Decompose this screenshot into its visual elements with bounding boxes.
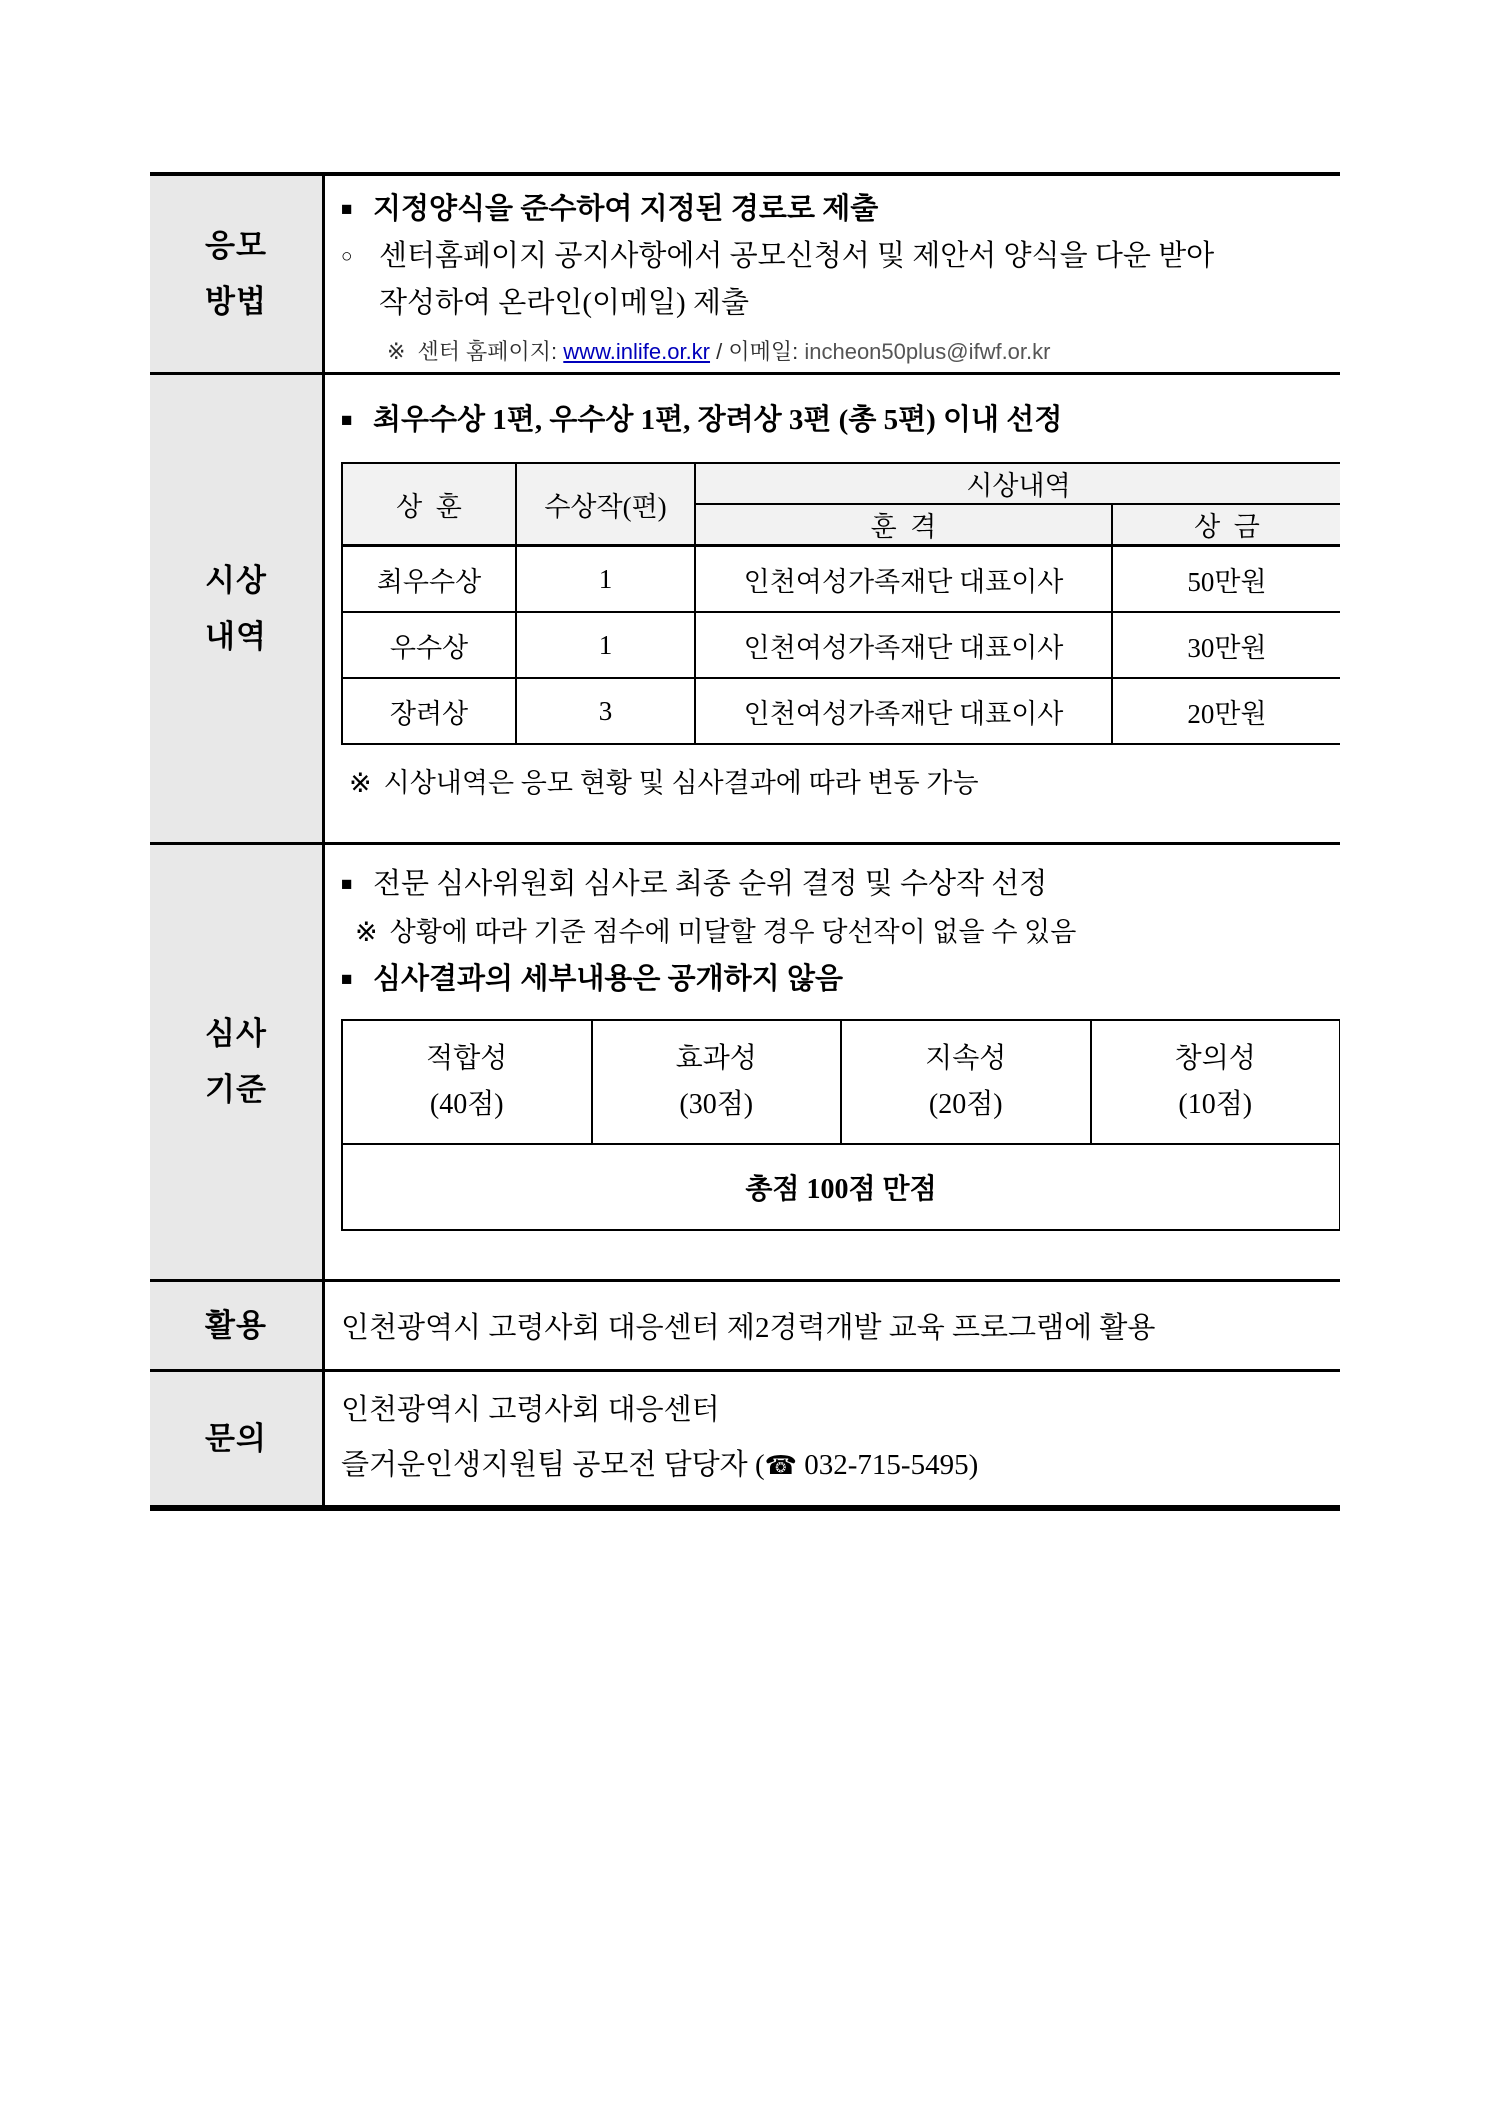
- section-usage-label: [150, 1282, 325, 1369]
- award-col-grade: 훈 격: [695, 504, 1112, 546]
- info-table: [150, 172, 1340, 1511]
- section-awards-label: [150, 375, 325, 842]
- reference-mark-icon: ※: [355, 917, 378, 947]
- section-apply-content: [325, 176, 1340, 372]
- contact-person-text: 즐거운인생지원팀 공모전 담당자 (: [341, 1449, 765, 1481]
- section-usage: [150, 1282, 1340, 1372]
- award-count: 3: [516, 678, 695, 744]
- criteria-score: (30점): [679, 1089, 754, 1120]
- table-row: [342, 612, 1340, 678]
- section-contact: [150, 1372, 1340, 1505]
- table-row: [342, 1020, 1340, 1144]
- award-rank: 우수상: [342, 612, 516, 678]
- award-prize: 20만원: [1112, 678, 1340, 744]
- square-bullet-icon: ■: [341, 410, 353, 431]
- criteria-total: 총점 100점 만점: [342, 1144, 1340, 1230]
- label-line: 내역: [205, 618, 267, 654]
- section-apply-label: [150, 176, 325, 372]
- table-row: [342, 1144, 1340, 1230]
- criteria-bullet2-text: 심사결과의 세부내용은 공개하지 않음: [373, 963, 843, 995]
- label-line: 시상: [205, 562, 267, 598]
- section-contact-label: [150, 1372, 325, 1505]
- criteria-bullet1: [341, 861, 1326, 908]
- criteria-name: 지속성: [925, 1043, 1007, 1074]
- criteria-note-text: 상황에 따라 기준 점수에 미달할 경우 당선작이 없을 수 있음: [389, 917, 1077, 947]
- criteria-name: 적합성: [426, 1043, 508, 1074]
- award-prize: 30만원: [1112, 612, 1340, 678]
- criteria-name: 효과성: [675, 1043, 757, 1074]
- criteria-bullet2: [341, 956, 1326, 1003]
- award-table: [341, 462, 1340, 745]
- award-col-rank: 상 훈: [342, 463, 516, 546]
- criteria-note: [341, 908, 1326, 956]
- award-prize: 50만원: [1112, 546, 1340, 613]
- criteria-cell: [841, 1020, 1091, 1144]
- label-line: 응모: [205, 228, 267, 263]
- criteria-cell: [1091, 1020, 1341, 1144]
- usage-text: 인천광역시 고령사회 대응센터 제2경력개발 교육 프로그램에 활용: [341, 1312, 1156, 1344]
- section-criteria-content: [325, 845, 1340, 1279]
- contact-phone-number: 032-715-5495): [797, 1449, 979, 1481]
- award-count: 1: [516, 612, 695, 678]
- phone-icon: ☎: [764, 1451, 797, 1481]
- criteria-score: (10점): [1178, 1089, 1253, 1120]
- criteria-score: (40점): [429, 1089, 504, 1120]
- awards-note-text: 시상내역은 응모 현황 및 심사결과에 따라 변동 가능: [383, 768, 979, 798]
- section-apply: [150, 176, 1340, 375]
- label-line: 기준: [205, 1072, 267, 1107]
- criteria-cell: [342, 1020, 592, 1144]
- award-rank: 장려상: [342, 678, 516, 744]
- email-address: incheon50plus@ifwf.or.kr: [804, 339, 1051, 364]
- apply-sub-text1: 센터홈페이지 공지사항에서 공모신청서 및 제안서 양식을 다운 받아: [379, 240, 1215, 272]
- apply-note-prefix: 센터 홈페이지:: [417, 339, 564, 364]
- label-line: 문의: [205, 1420, 267, 1456]
- section-awards: [150, 375, 1340, 845]
- section-criteria-label: [150, 845, 325, 1279]
- awards-note: [341, 763, 1326, 803]
- contact-person-line: [341, 1438, 1326, 1494]
- award-count: 1: [516, 546, 695, 613]
- award-col-group: 시상내역: [695, 463, 1340, 504]
- award-col-count: 수상작(편): [516, 463, 695, 546]
- square-bullet-icon: ■: [341, 969, 353, 990]
- reference-mark-icon: ※: [349, 768, 372, 798]
- square-bullet-icon: ■: [341, 199, 353, 220]
- award-grade: 인천여성가족재단 대표이사: [695, 612, 1112, 678]
- section-usage-content: [325, 1282, 1340, 1369]
- section-awards-content: [325, 375, 1340, 842]
- circle-bullet-icon: ○: [341, 246, 353, 267]
- apply-note-mid: / 이메일:: [710, 339, 805, 364]
- apply-note: [341, 335, 1326, 366]
- label-line: 심사: [205, 1016, 267, 1051]
- criteria-cell: [592, 1020, 842, 1144]
- award-rank: 최우수상: [342, 546, 516, 613]
- section-contact-content: [325, 1372, 1340, 1505]
- apply-sub-line2: 작성하여 온라인(이메일) 제출: [379, 287, 749, 319]
- table-row: [342, 678, 1340, 744]
- criteria-bullet1-text: 전문 심사위원회 심사로 최종 순위 결정 및 수상작 선정: [373, 868, 1048, 900]
- square-bullet-icon: ■: [341, 874, 353, 895]
- apply-sub-line1: [341, 233, 1326, 280]
- label-line: 방법: [205, 284, 267, 319]
- awards-headline: [341, 397, 1326, 444]
- homepage-link[interactable]: www.inlife.or.kr: [563, 339, 711, 364]
- section-criteria: [150, 845, 1340, 1282]
- table-row: [342, 546, 1340, 613]
- criteria-table: [341, 1019, 1340, 1231]
- reference-mark-icon: ※: [387, 339, 406, 364]
- apply-bullet-text: 지정양식을 준수하여 지정된 경로로 제출: [373, 193, 879, 225]
- contact-org: 인천광역시 고령사회 대응센터: [341, 1394, 720, 1426]
- award-col-prize: 상 금: [1112, 504, 1340, 546]
- apply-bullet-line: [341, 186, 1326, 233]
- awards-headline-text: 최우수상 1편, 우수상 1편, 장려상 3편 (총 5편) 이내 선정: [373, 404, 1063, 436]
- criteria-name: 창의성: [1174, 1043, 1256, 1074]
- label-line: 활용: [205, 1307, 267, 1343]
- criteria-score: (20점): [928, 1089, 1003, 1120]
- award-grade: 인천여성가족재단 대표이사: [695, 546, 1112, 613]
- award-grade: 인천여성가족재단 대표이사: [695, 678, 1112, 744]
